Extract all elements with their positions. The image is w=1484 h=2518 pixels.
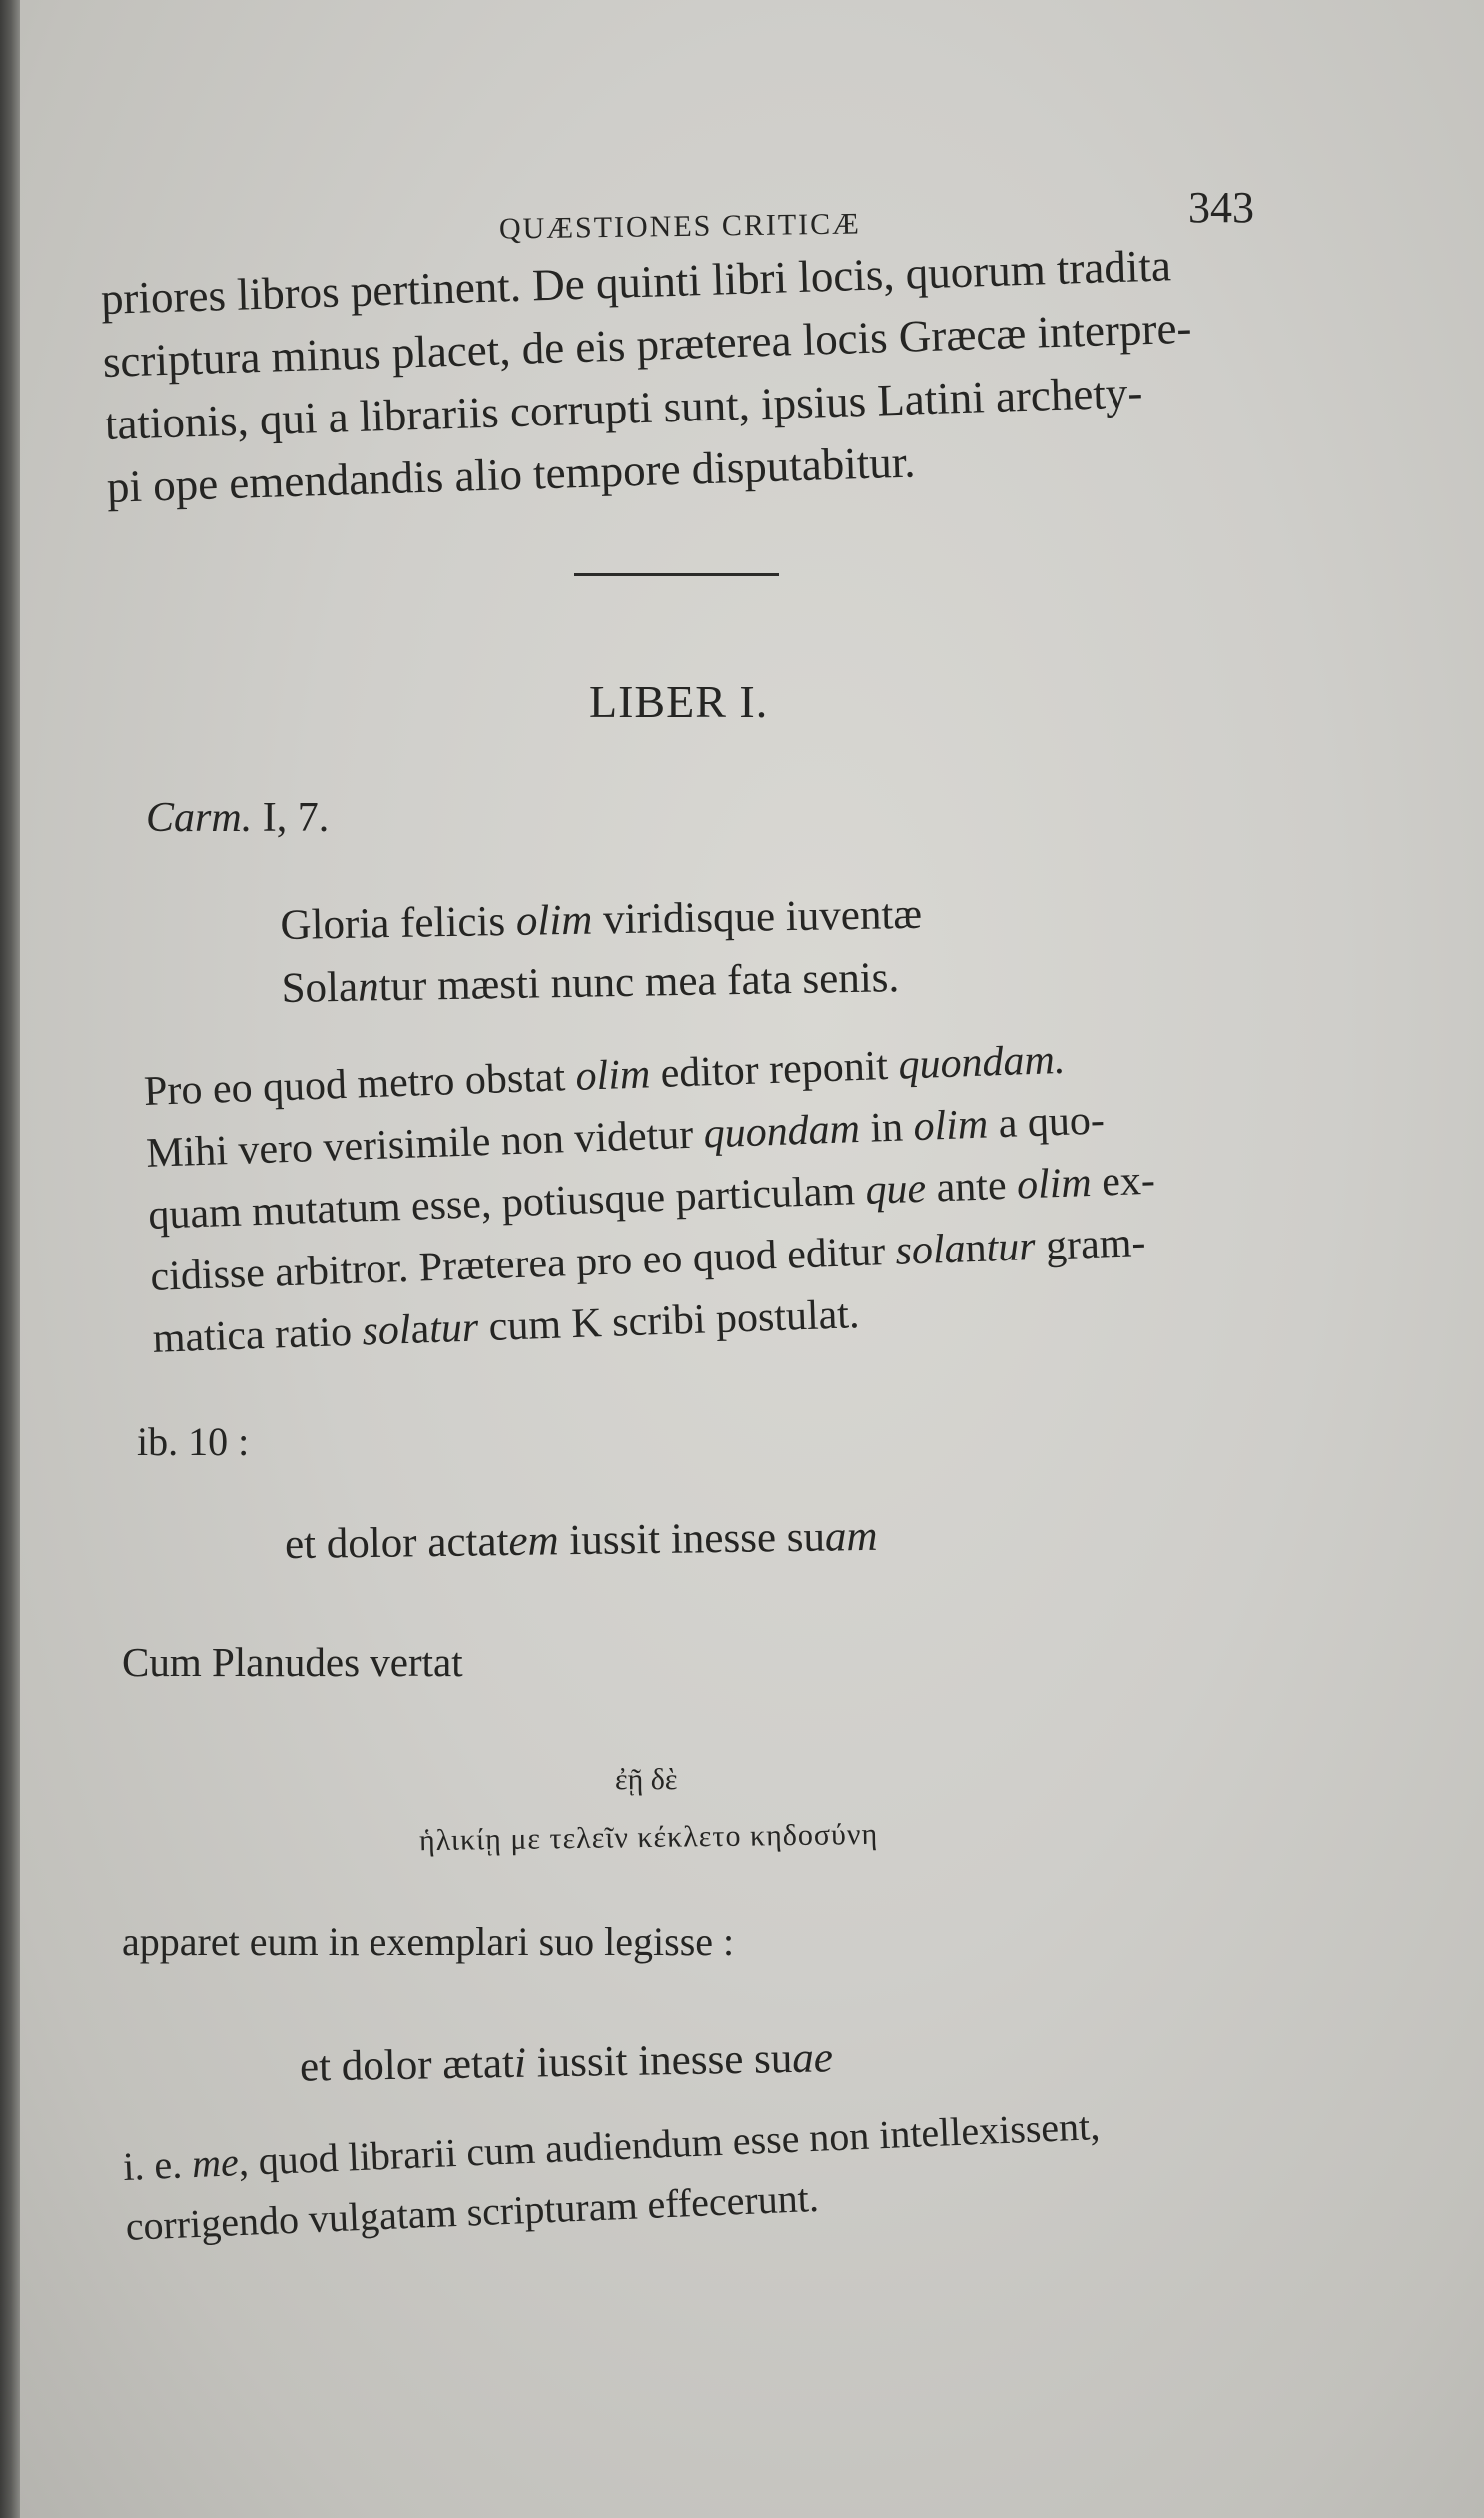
paragraph-line: pi ope emendandis alio tempore disputabitur. [106, 436, 917, 512]
text-run: a [409, 1306, 430, 1353]
paragraph-line: priores libros pertinent. De quinti libri locis, quorum tradita [100, 240, 1172, 324]
verse-quote-3 [300, 2033, 834, 2091]
section-title: LIBER I. [589, 676, 769, 727]
verse-text: Gloria felicis [280, 897, 517, 949]
text-run: cidisse arbitror. Præterea pro eo quod editur [149, 1228, 897, 1300]
text-run: ante [925, 1162, 1018, 1212]
ibid-reference: ib. 10 : [137, 1419, 250, 1464]
verse-emphasis: em [508, 1517, 559, 1566]
verse-line [280, 883, 923, 957]
emphasis: sola [894, 1226, 967, 1274]
verse-emphasis: ae [791, 2034, 834, 2083]
text-run: i. e. [122, 2141, 193, 2189]
text-run: in [859, 1104, 915, 1152]
citation-ref: I, 7. [262, 795, 330, 841]
emphasis: quondam [702, 1106, 861, 1158]
verse-quote-2 [285, 1512, 878, 1569]
text-run: a quo- [987, 1097, 1106, 1148]
text-run: Pro eo quod metro obstat [143, 1053, 577, 1115]
closing-paragraph [122, 2097, 1104, 2257]
running-header: QUÆSTIONES CRITICÆ [498, 207, 862, 246]
text-run: quam mutatum esse, potiusque particulam [147, 1167, 867, 1239]
text-run: n [964, 1225, 988, 1272]
greek-line-1: ἐῇ δὲ [615, 1763, 678, 1796]
planudes-intro: Cum Planudes vertat [122, 1639, 463, 1685]
verse-text: iussit inesse su [558, 1513, 826, 1565]
verse-emphasis: olim [515, 896, 593, 945]
citation-work: Carm. [146, 795, 253, 841]
greek-line-2: ἡλικίῃ με τελεῖν κέκλετο κηδοσύνη [418, 1817, 879, 1858]
paragraph-line: scriptura minus placet, de eis præterea locis Græcæ interpre- [102, 302, 1193, 387]
citation [146, 794, 329, 842]
verse-text: tur mæsti nunc mea fata senis. [378, 954, 900, 1011]
emphasis: tur [428, 1304, 479, 1353]
emphasis: olim [912, 1101, 989, 1151]
verse-text: et dolor actat [284, 1518, 509, 1569]
verse-emphasis: m [846, 1512, 878, 1561]
paragraph-line: tationis, qui a librariis corrupti sunt, ipsius Latini archety- [104, 367, 1144, 449]
section-divider [574, 573, 779, 576]
text-run: gram- [1034, 1220, 1147, 1269]
emphasis: tur [985, 1223, 1037, 1271]
emphasis: que [864, 1165, 927, 1214]
paragraph-line: corrigendo vulgatam scripturam effecerunt. [124, 2174, 820, 2249]
text-run: r reponit [743, 1042, 900, 1094]
intro-paragraph [100, 234, 1196, 519]
verse-quote-1 [280, 883, 924, 1020]
verse-text: Sola [281, 963, 359, 1012]
commentary-paragraph [143, 1026, 1160, 1370]
verse-emphasis: n [357, 963, 379, 1011]
emphasis: sol [361, 1306, 412, 1355]
page-number: 343 [1188, 183, 1254, 232]
apparet-line: apparet eum in exemplari suo legisse : [122, 1919, 735, 1964]
emphasis: olim [1016, 1159, 1093, 1209]
verse-line [281, 946, 924, 1020]
emphasis: quondam. [897, 1036, 1067, 1089]
verse-text: iussit inesse su [525, 2035, 793, 2087]
text-run: , quod librarii cum audiendum esse non intellexissent, [237, 2103, 1102, 2185]
verse-emphasis: i [513, 2039, 527, 2087]
text-run: ex- [1090, 1157, 1156, 1206]
text-run: o [722, 1047, 746, 1095]
verse-text: et dolor ætat [299, 2039, 515, 2091]
verse-text: viridisque iuventæ [591, 890, 923, 944]
text-run: Mihi vero verisimile non videtur [145, 1111, 705, 1177]
text-run: matica ratio [151, 1308, 364, 1362]
book-spine-shadow [0, 0, 20, 2518]
text-run: edit [649, 1048, 725, 1098]
verse-emphasis: a [824, 1513, 847, 1561]
text-run: cum K scribi postulat. [477, 1291, 861, 1351]
emphasis: olim [574, 1051, 652, 1100]
emphasis: me [191, 2139, 240, 2187]
